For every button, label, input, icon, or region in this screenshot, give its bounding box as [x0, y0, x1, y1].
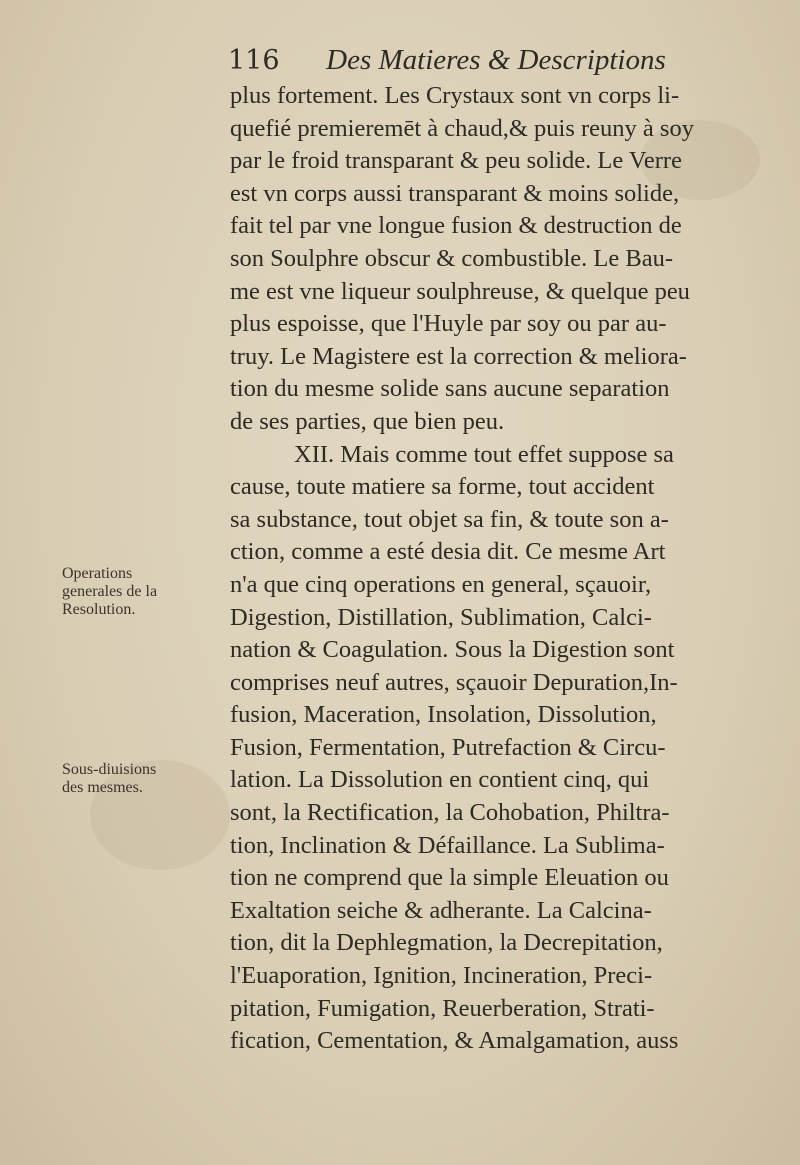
text-line: tion, dit la Dephlegmation, la Decrepitation,	[230, 929, 663, 957]
text-line: fait tel par vne longue fusion & destruction de	[230, 212, 682, 240]
running-title: Des Matieres & Descriptions	[326, 44, 666, 76]
text-line: tion ne comprend que la simple Eleuation ou	[230, 864, 669, 892]
margin-note	[62, 761, 232, 797]
margin-note-line: generales de la	[62, 583, 158, 600]
text-line: est vn corps aussi transparant & moins solide,	[230, 179, 680, 207]
text-line: cause, toute matiere sa forme, tout accident	[230, 473, 655, 501]
margin-note-line: des mesmes.	[62, 778, 143, 796]
text-line: son Soulphre obscur & combustible. Le Bau-	[230, 244, 673, 272]
text-line: par le froid transparant & peu solide. Le Verre	[230, 147, 682, 175]
text-line: lation. La Dissolution en contient cinq, qui	[230, 766, 650, 794]
text-line: fusion, Maceration, Insolation, Dissolution,	[230, 701, 657, 729]
text-line: comprises neuf autres, sçauoir Depuration,In-	[230, 668, 678, 696]
text-line: me est vne liqueur soulphreuse, & quelque peu	[230, 277, 690, 305]
margin-note	[62, 565, 232, 619]
text-line: sa substance, tout objet sa fin, & toute son a-	[230, 505, 669, 533]
text-line: Fusion, Fermentation, Putrefaction & Circu-	[230, 733, 666, 761]
text-line: ction, comme a esté desia dit. Ce mesme Art	[230, 538, 666, 566]
text-line: plus espoisse, que l'Huyle par soy ou par au-	[230, 310, 667, 338]
text-line: n'a que cinq operations en general, sçauoir,	[230, 570, 652, 598]
page-number: 116	[228, 45, 280, 76]
running-header	[228, 44, 788, 77]
text-line: Exaltation seiche & adherante. La Calcina-	[230, 896, 652, 924]
text-line: pitation, Fumigation, Reuerberation, Strati-	[230, 994, 655, 1022]
text-line: XII. Mais comme tout effet suppose sa	[294, 440, 674, 468]
text-line: truy. Le Magistere est la correction & meliora-	[230, 342, 687, 370]
text-line: fication, Cementation, & Amalgamation, auss	[230, 1027, 679, 1055]
text-line: plus fortement. Les Crystaux sont vn corps li-	[230, 82, 680, 109]
text-line: tion du mesme solide sans aucune separation	[230, 375, 670, 403]
text-line: nation & Coagulation. Sous la Digestion sont	[230, 636, 675, 664]
margin-note-line: Sous-diuisions	[62, 760, 157, 778]
text-line: Digestion, Distillation, Sublimation, Calci-	[230, 603, 652, 631]
body-text	[230, 80, 800, 1058]
text-line: quefié premieremēt à chaud,& puis reuny à soy	[230, 114, 694, 142]
text-line: sont, la Rectification, la Cohobation, Philtra-	[230, 799, 670, 827]
text-line: tion, Inclination & Défaillance. La Sublima-	[230, 831, 665, 859]
text-line: l'Euaporation, Ignition, Incineration, Preci-	[230, 962, 653, 990]
margin-note-line: Operations	[62, 565, 133, 582]
margin-note-line: Resolution.	[62, 601, 136, 618]
text-line: de ses parties, que bien peu.	[230, 407, 505, 435]
